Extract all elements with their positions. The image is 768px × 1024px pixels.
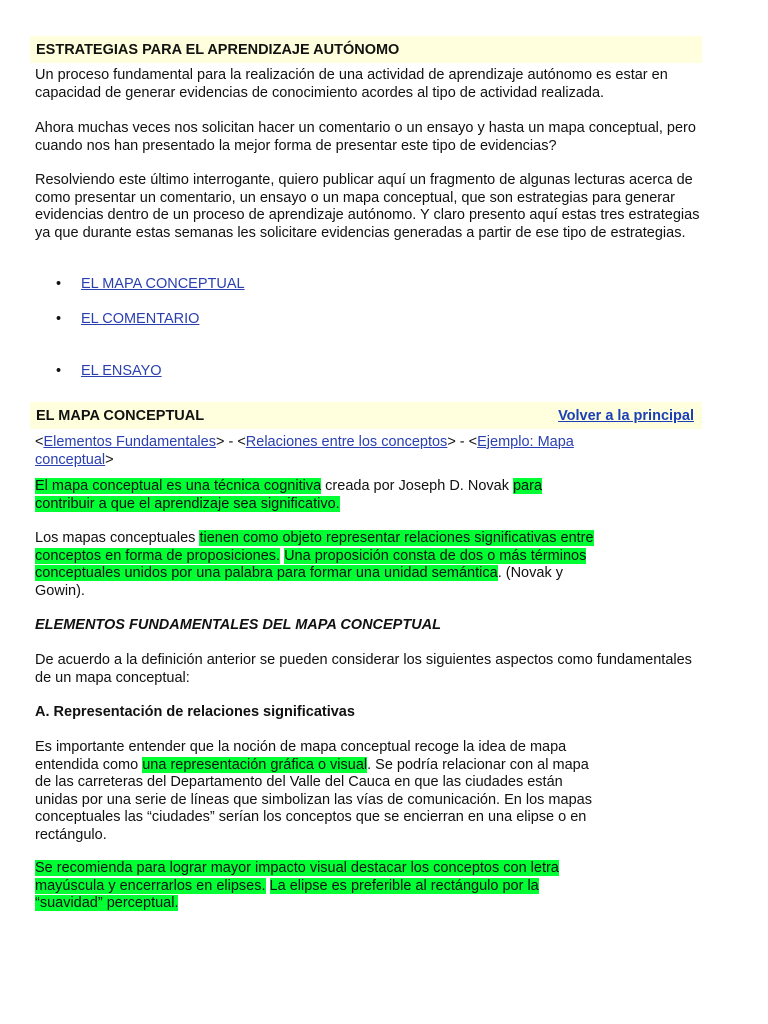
highlight: mayúscula y encerrarlos en elipses. bbox=[35, 877, 266, 894]
highlight: Se recomienda para lograr mayor impacto visual destacar los conceptos con letra bbox=[35, 860, 559, 876]
link-mapa-conceptual[interactable]: EL MAPA CONCEPTUAL bbox=[81, 276, 245, 292]
section-intro-paragraph: De acuerdo a la definición anterior se pueden considerar los siguientes aspectos como fundamentales de un mapa conceptual: bbox=[35, 652, 692, 686]
nav-separator: > - < bbox=[215, 434, 246, 450]
section-title: EL MAPA CONCEPTUAL bbox=[36, 407, 205, 424]
text: unidas por una serie de líneas que simbolizan las vías de comunicación. En los mapas bbox=[35, 791, 592, 808]
highlight: Una proposición consta de dos o más términos bbox=[284, 547, 587, 564]
nav-separator: > - < bbox=[447, 434, 478, 450]
list-item bbox=[60, 276, 245, 292]
highlight: para bbox=[512, 478, 543, 494]
section-header-estrategias bbox=[30, 36, 702, 63]
recommendation-paragraph bbox=[35, 860, 703, 913]
nav-link-ejemplo-cont[interactable]: conceptual bbox=[35, 451, 106, 468]
section-header-mapa-conceptual bbox=[30, 402, 702, 429]
text: Es importante entender que la noción de mapa conceptual recoge la idea de mapa bbox=[35, 739, 567, 755]
highlight: “suavidad” perceptual. bbox=[35, 895, 179, 912]
text: Los mapas conceptuales bbox=[35, 530, 200, 546]
highlight: conceptos en forma de proposiciones. bbox=[35, 547, 281, 564]
list-item bbox=[60, 363, 162, 379]
text: rectángulo. bbox=[35, 826, 107, 843]
text: . Se podría relacionar con al mapa bbox=[367, 756, 589, 773]
back-to-main-link[interactable]: Volver a la principal bbox=[558, 407, 694, 424]
section-nav bbox=[35, 434, 703, 469]
intro-paragraph-2: Ahora muchas veces nos solicitan hacer un comentario o un ensayo y hasta un mapa conceptual, pero cuando nos han presentado la mejor forma de presentar este tipo de evidencias? bbox=[35, 120, 696, 154]
highlight: contribuir a que el aprendizaje sea significativo. bbox=[35, 495, 340, 512]
highlight: tienen como objeto representar relaciones significativas entre bbox=[199, 530, 594, 546]
nav-link-ejemplo[interactable]: Ejemplo: Mapa bbox=[477, 434, 574, 450]
nav-separator: > bbox=[105, 451, 114, 468]
text: conceptuales las “ciudades” serían los conceptos que se encierran en una elipse o en bbox=[35, 809, 587, 826]
highlight: una representación gráfica o visual bbox=[142, 756, 368, 773]
link-comentario[interactable]: EL COMENTARIO bbox=[81, 311, 200, 327]
subsection-paragraph bbox=[35, 739, 703, 845]
intro-paragraph-3: Resolviendo este último interrogante, quiero publicar aquí un fragmento de algunas lecturas acerca de como presentar un comentario, un ensayo o un mapa conceptual, que son estrategias para generar evidencias dentro de un proceso de aprendizaje autónomo. Y claro presento aquí estas tres estrategias ya que durante estas semanas les solicitare evidencias generadas a partir de ese tipo de estrategias. bbox=[35, 172, 700, 241]
highlight: El mapa conceptual es una técnica cognitiva bbox=[35, 478, 322, 494]
nav-link-elementos[interactable]: Elementos Fundamentales bbox=[43, 434, 216, 450]
text: de las carreteras del Departamento del Valle del Cauca en que las ciudades están bbox=[35, 774, 563, 791]
text: . (Novak y bbox=[497, 565, 563, 582]
text: creada por Joseph D. Novak bbox=[321, 478, 513, 494]
nav-separator: < bbox=[35, 434, 44, 450]
nav-link-relaciones[interactable]: Relaciones entre los conceptos bbox=[245, 434, 448, 450]
section-heading-elementos: ELEMENTOS FUNDAMENTALES DEL MAPA CONCEPTUAL bbox=[35, 617, 442, 633]
text: Gowin). bbox=[35, 582, 85, 599]
highlight: conceptuales unidos por una palabra para formar una unidad semántica bbox=[35, 565, 498, 582]
intro-paragraph-1: Un proceso fundamental para la realización de una actividad de aprendizaje autónomo es estar en capacidad de generar evidencias de conocimiento acordes al tipo de actividad realizada. bbox=[35, 67, 668, 101]
definition-paragraph bbox=[35, 478, 703, 513]
maps-paragraph bbox=[35, 530, 703, 600]
subsection-heading: A. Representación de relaciones significativas bbox=[35, 704, 355, 720]
text bbox=[266, 878, 270, 894]
text: entendida como bbox=[35, 756, 143, 773]
list-item bbox=[60, 311, 199, 327]
link-ensayo[interactable]: EL ENSAYO bbox=[81, 363, 162, 379]
highlight: La elipse es preferible al rectángulo por la bbox=[269, 877, 539, 894]
page-title: ESTRATEGIAS PARA EL APRENDIZAJE AUTÓNOMO bbox=[36, 41, 400, 58]
